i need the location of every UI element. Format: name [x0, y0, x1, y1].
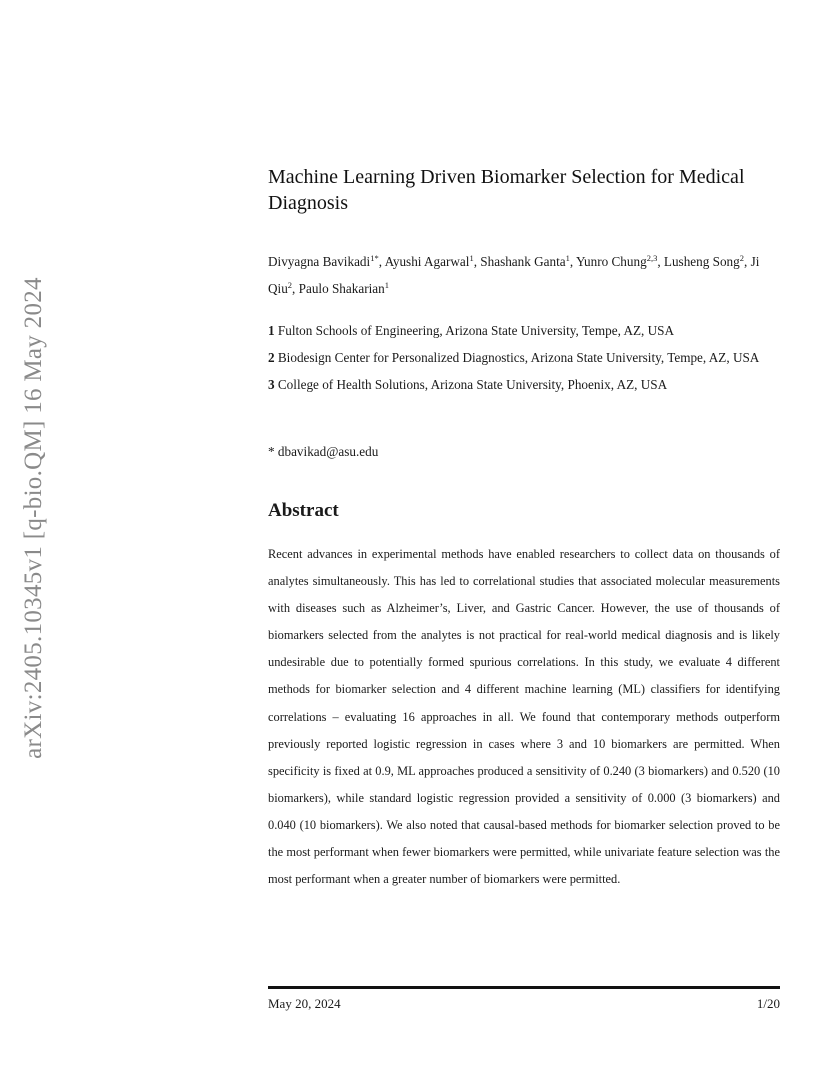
abstract-body: Recent advances in experimental methods have enabled researchers to collect data on thousands of analytes simultaneously. This has led to correlational studies that associated molecular measurements with diseases such as Alzheimer’s, Liver, and Gastric Cancer. However, the use of thousands of biomarkers selected from the analytes is not practical for real-world medical diagnosis and is likely undesirable due to potentially formed spurious correlations. In this study, we evaluate 4 different methods for biomarker selection and 4 different machine learning (ML) classifiers for identifying correlations – evaluating 16 approaches in all. We found that contemporary methods outperform previously reported logistic regression in cases where 3 and 10 biomarkers are permitted. When specificity is fixed at 0.9, ML approaches produced a sensitivity of 0.240 (3 biomarkers) and 0.520 (10 biomarkers), while standard logistic regression provided a sensitivity of 0.000 (3 biomarkers) and 0.040 (10 biomarkers). We also noted that causal-based methods for biomarker selection proved to be the most performant when fewer biomarkers were permitted, while univariate feature selection was the most performant when a greater number of biomarkers were permitted. [268, 547, 780, 887]
affiliation-list [268, 317, 780, 398]
page-footer [268, 994, 780, 1014]
arxiv-stamp: arXiv:2405.10345v1 [q-bio.QM] 16 May 2024 [20, 277, 47, 759]
footer-rule [268, 986, 780, 989]
author: Divyagna Bavikadi$^{1*}$ [268, 253, 379, 269]
footer-date: May 20, 2024 [268, 996, 341, 1011]
page-number: 1/20 [756, 996, 780, 1011]
author-list: Divyagna Bavikadi$^{1*}$, Ayushi Agarwal$^1$, Shashank Ganta$^1$, Yunro Chung$^{2,3}$, Lusheng Song$^2$, Ji Qiu$^2$, Paulo Shakarian$^1$ [268, 253, 760, 296]
author: Shashank Ganta$^1$ [480, 253, 570, 269]
author: Lusheng Song$^2$ [663, 253, 744, 269]
paper-title: Machine Learning Driven Biomarker Selection for Medical Diagnosis [268, 166, 745, 214]
abstract-heading: Abstract [268, 500, 339, 521]
affiliation: 3 College of Health Solutions, Arizona State University, Phoenix, AZ, USA [268, 377, 668, 392]
corresponding-email: * dbavikad@asu.edu [268, 444, 379, 459]
author: Paulo Shakarian$^1$ [298, 280, 389, 296]
affiliation: 2 Biodesign Center for Personalized Diagnostics, Arizona State University, Tempe, AZ, USA [268, 350, 760, 365]
affiliation: 1 Fulton Schools of Engineering, Arizona State University, Tempe, AZ, USA [268, 323, 675, 338]
author: Ayushi Agarwal$^1$ [384, 253, 474, 269]
author: Ji Qiu$^2$ [268, 254, 760, 296]
author: Yunro Chung$^{2,3}$ [575, 253, 658, 269]
